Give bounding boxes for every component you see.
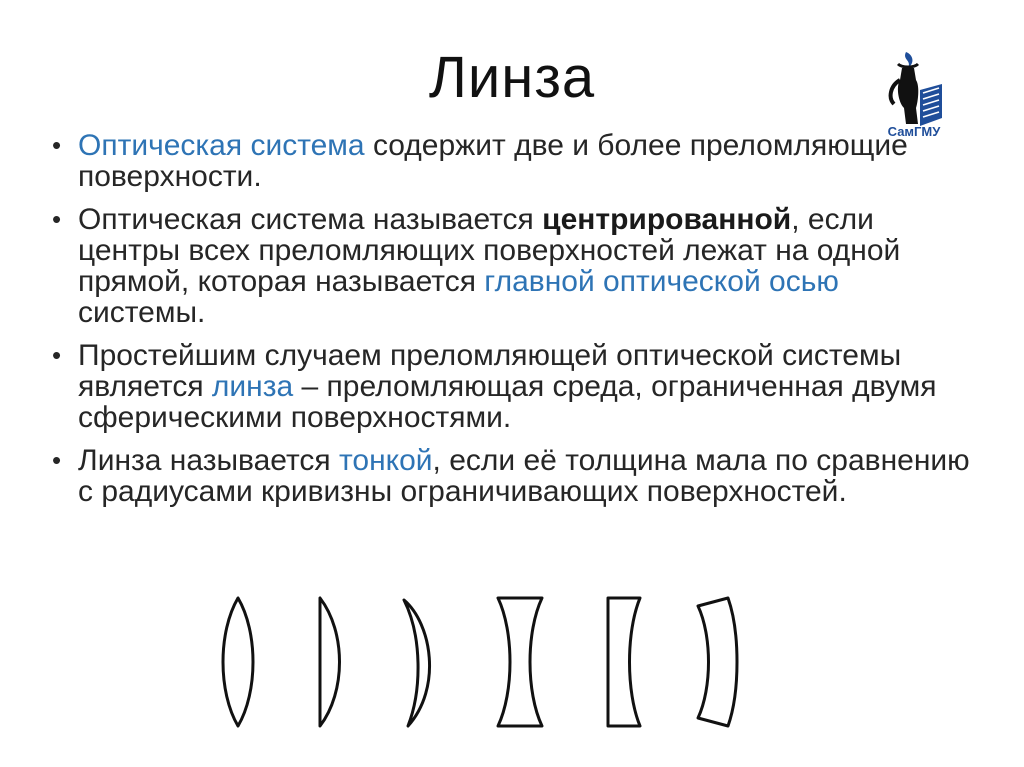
bullet-item-thin-lens [52, 445, 972, 507]
slide-title: Линза [428, 45, 596, 110]
bullet-text: Простейшим случаем преломляющей оптической системы является [78, 339, 902, 403]
term-thin: тонкой [338, 444, 433, 477]
lens-types-diagram [200, 592, 760, 732]
bullet-text: – преломляющая среда, ограниченная двумя сферическими поверхностями. [78, 370, 937, 434]
plano-convex-lens-icon [320, 598, 340, 726]
bullet-text: , если её толщина мала по сравнению с радиусами кривизны ограничивающих поверхностей. [78, 444, 970, 508]
bullet-dot: • [52, 340, 62, 370]
term-lens: линза [211, 370, 294, 403]
bullet-text: , если центры всех преломляющих поверхностей лежат на одной прямой, которая называется [78, 203, 901, 298]
bullet-list [52, 130, 972, 519]
bullet-text: Линза называется [78, 444, 339, 477]
biconvex-lens-icon [223, 598, 253, 726]
term-centered: центрированной [542, 203, 792, 236]
bullet-item-optical-system [52, 130, 972, 192]
biconcave-lens-icon [498, 598, 542, 726]
bullet-item-centered-system [52, 204, 972, 328]
term-optical-system: Оптическая система [78, 129, 365, 162]
logo-caption: СамГМУ [887, 124, 941, 139]
bullet-text: содержит две и более преломляющие поверхности. [78, 129, 908, 193]
bullet-dot: • [52, 445, 62, 475]
bullet-text: Оптическая система называется [78, 203, 543, 236]
bullet-dot: • [52, 130, 62, 160]
plano-concave-lens-icon [608, 598, 640, 726]
bullet-item-lens-definition [52, 340, 972, 433]
bullet-dot: • [52, 204, 62, 234]
term-main-optical-axis: главной оптической осью [484, 265, 839, 298]
convex-concave-lens-icon [404, 600, 430, 726]
bullet-text: системы. [78, 296, 206, 329]
concave-convex-lens-icon [698, 598, 737, 726]
